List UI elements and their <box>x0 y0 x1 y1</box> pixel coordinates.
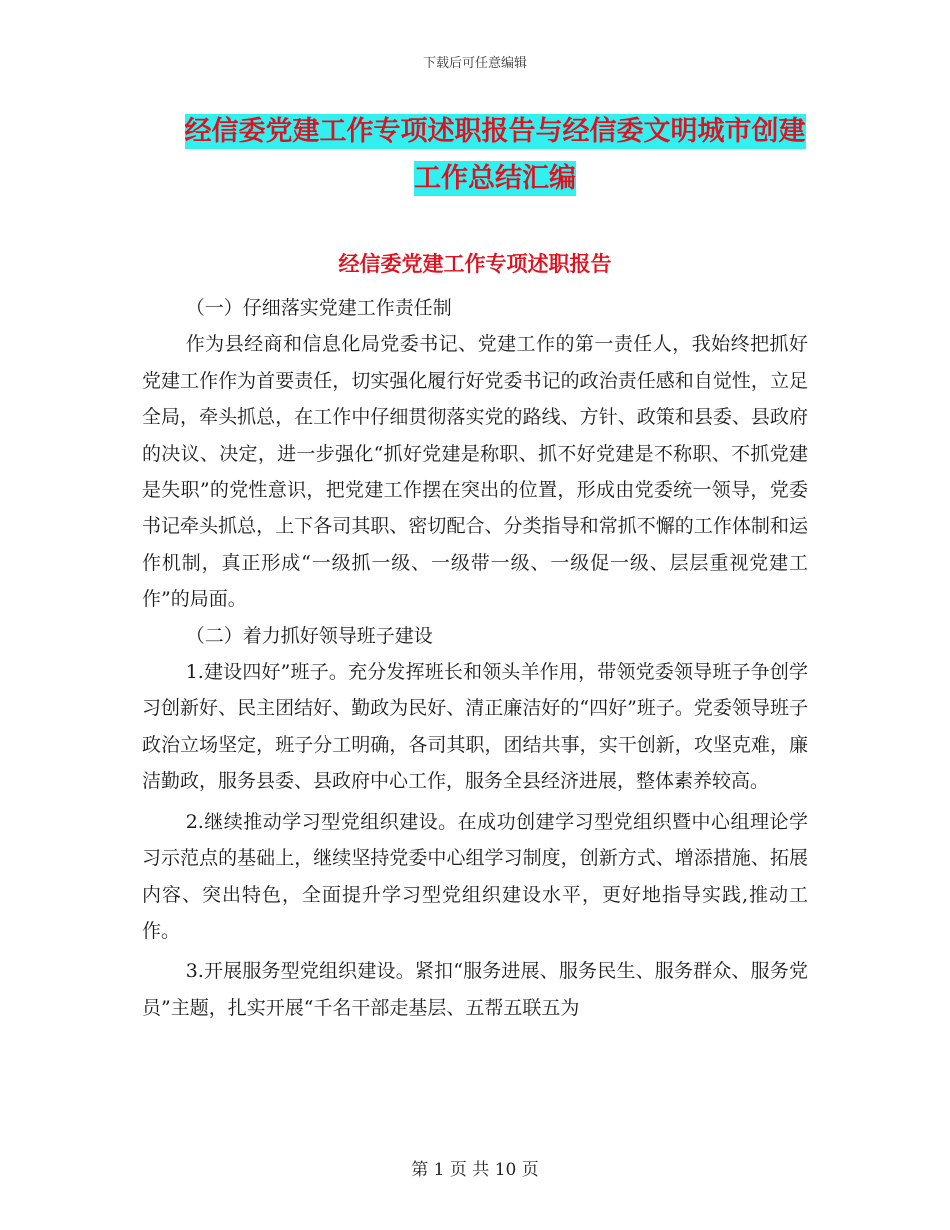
title-line-1: 经信委党建工作专项述职报告与经信委文明城市创建 <box>184 116 806 147</box>
document-body <box>142 290 808 1026</box>
page-header: 下载后可任意编辑 <box>422 56 527 71</box>
section-title: 经信委党建工作专项述职报告 <box>338 252 612 276</box>
paragraph-2: 1.建设四好”班子。充分发挥班长和领头羊作用，带领党委领导班子争创学习创新好、民主团结好、勤政为民好、清正廉洁好的“四好”班子。党委领导班子政治立场坚定，班子分工明确，各司其职，团结共事，实干创新，攻坚克难，廉洁勤政，服务县委、县政府中心工作，服务全县经济进展，整体素养较高。 <box>142 661 808 793</box>
paragraph-3: 2.继续推动学习型党组织建设。在成功创建学习型党组织暨中心组理论学习示范点的基础上，继续坚持党委中心组学习制度，创新方式、增添措施、拓展内容、突出特色，全面提升学习型党组织建设水平，更好地指导实践,推动工作。 <box>142 810 808 942</box>
section-heading-1: （一）仔细落实党建工作责任制 <box>185 297 452 319</box>
paragraph-1: 作为县经商和信息化局党委书记、党建工作的第一责任人，我始终把抓好党建工作作为首要责任，切实强化履行好党委书记的政治责任感和自觉性，立足全局，牵头抓总，在工作中仔细贯彻落实党的路线、方针、政策和县委、县政府的决议、决定，进一步强化“抓好党建是称职、抓不好党建是不称职、不抓党建是失职”的党性意识，把党建工作摆在突出的位置，形成由党委统一领导，党委书记牵头抓总，上下各司其职、密切配合、分类指导和常抓不懈的工作体制和运作机制，真正形成“一级抓一级、一级带一级、一级促一级、层层重视党建工作”的局面。 <box>142 333 808 611</box>
paragraph-4: 3.开展服务型党组织建设。紧扣“服务进展、服务民生、服务群众、服务党员”主题，扎实开展“千名干部走基层、五帮五联五为 <box>142 960 808 1019</box>
document-title <box>150 108 840 202</box>
title-line-2: 工作总结汇编 <box>414 163 576 194</box>
section-heading-2: （二）着力抓好领导班子建设 <box>185 624 433 647</box>
page-footer: 第 1 页 共 10 页 <box>411 1160 539 1180</box>
